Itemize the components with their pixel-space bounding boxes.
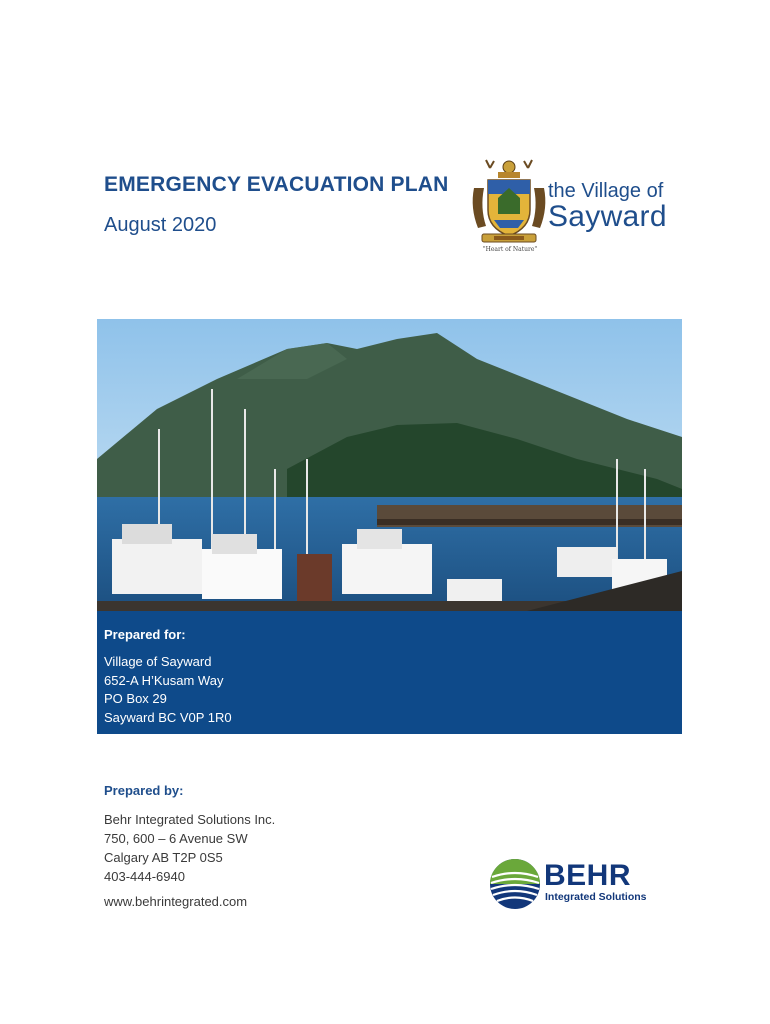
- village-logo: [468, 158, 668, 258]
- address-line: 750, 600 – 6 Avenue SW: [104, 831, 248, 846]
- address-line: Calgary AB T2P 0S5: [104, 850, 223, 865]
- address-line: Village of Sayward: [104, 654, 212, 669]
- village-name: [548, 180, 668, 232]
- address-line: 652-A H’Kusam Way: [104, 672, 224, 688]
- website-link[interactable]: www.behrintegrated.com: [104, 894, 248, 909]
- document-date: August 2020: [104, 214, 217, 236]
- harbour-photo: [97, 319, 682, 611]
- address-line: Behr Integrated Solutions Inc.: [104, 812, 276, 827]
- village-name-text: Sayward: [548, 200, 667, 233]
- document-title: EMERGENCY EVACUATION PLAN: [104, 173, 449, 196]
- village-motto: "Heart of Nature": [482, 246, 538, 253]
- prepared-by-label: Prepared by:: [104, 783, 184, 798]
- address-line: PO Box 29: [104, 691, 167, 706]
- village-the-text: the Village of: [548, 180, 664, 202]
- prepared-for-label: Prepared for:: [104, 627, 186, 642]
- behr-globe-icon: [488, 857, 542, 911]
- address-line: Sayward BC V0P 1R0: [104, 709, 232, 725]
- prepared-for-panel: [97, 611, 682, 734]
- phone-number: 403-444-6940: [104, 869, 185, 884]
- behr-tagline: Integrated Solutions: [545, 891, 647, 903]
- behr-logo: [488, 857, 668, 913]
- prepared-by-address: [104, 810, 275, 886]
- prepared-for-address: [104, 653, 232, 727]
- behr-wordmark: BEHR: [544, 859, 632, 892]
- village-crest-icon: [468, 158, 550, 248]
